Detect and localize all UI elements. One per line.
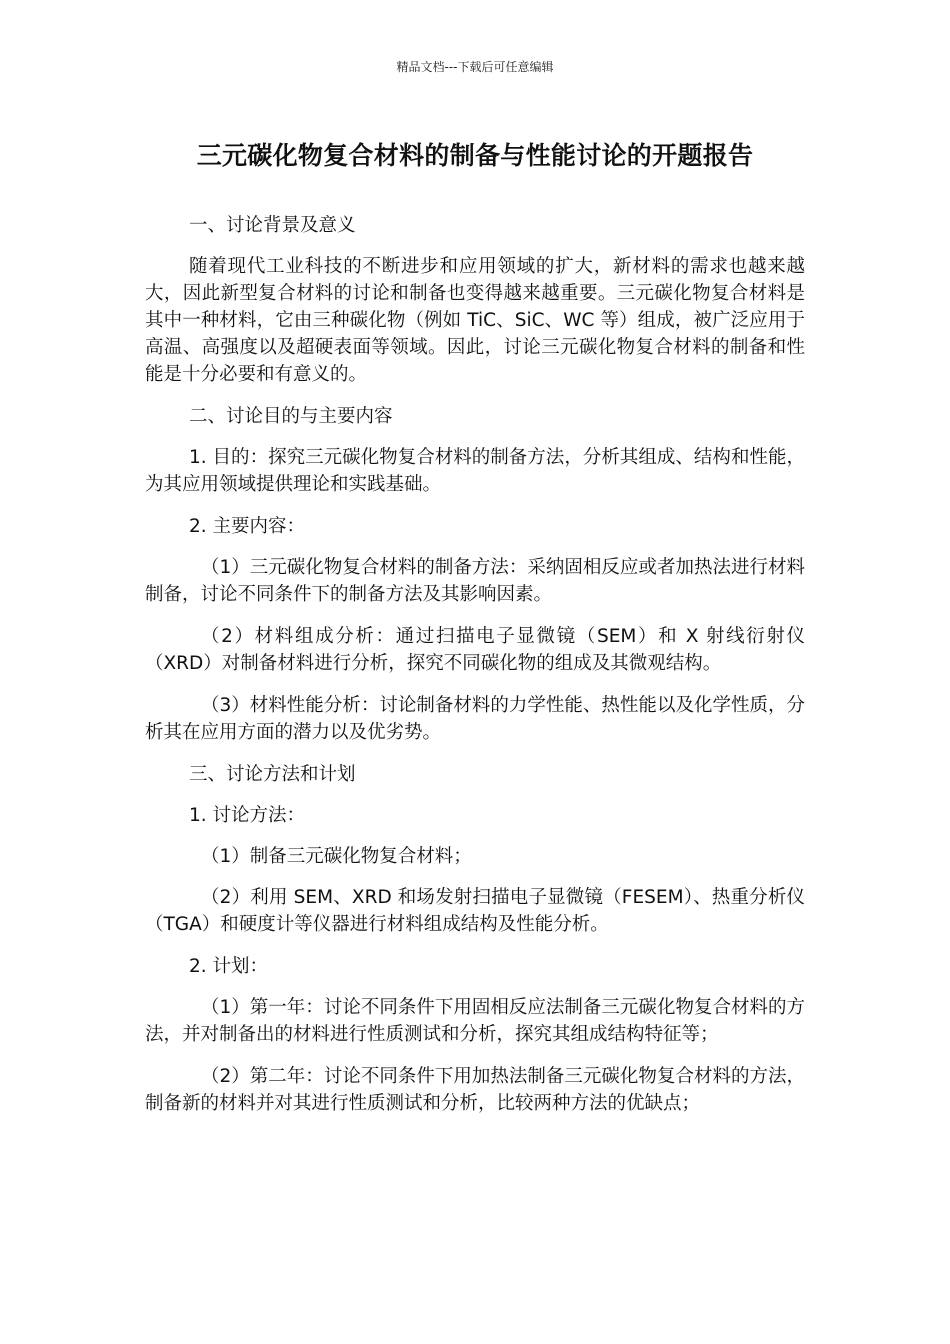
section-1-heading: 一、讨论背景及意义 bbox=[189, 215, 356, 236]
document-title: 三元碳化物复合材料的制备与性能讨论的开题报告 bbox=[196, 141, 754, 170]
section-2-heading: 二、讨论目的与主要内容 bbox=[189, 406, 393, 427]
section-3-heading: 三、讨论方法和计划 bbox=[189, 764, 356, 785]
section-2-item-2: 2. 主要内容： bbox=[189, 516, 306, 537]
section-3-item-2-1: （1）第一年：讨论不同条件下用固相反应法制备三元碳化物复合材料的方法，并对制备出的材料进行性质测试和分析，探究其组成结构特征等； bbox=[145, 997, 805, 1045]
section-3-item-2: 2. 计划： bbox=[189, 956, 269, 977]
section-3-item-1-2: （2）利用 SEM、XRD 和场发射扫描电子显微镜（FESEM）、热重分析仪（TGA）和硬度计等仪器进行材料组成结构及性能分析。 bbox=[145, 887, 805, 935]
document-body bbox=[145, 212, 805, 1132]
section-2-item-1: 1. 目的：探究三元碳化物复合材料的制备方法，分析其组成、结构和性能，为其应用领域提供理论和实践基础。 bbox=[145, 447, 805, 495]
section-3-item-1: 1. 讨论方法： bbox=[189, 805, 306, 826]
header-note: 精品文档---下载后可任意编辑 bbox=[396, 60, 554, 74]
section-2-item-2-3: （3）材料性能分析：讨论制备材料的力学性能、热性能以及化学性质，分析其在应用方面的潜力以及优劣势。 bbox=[145, 695, 805, 743]
section-3-item-1-1: （1）制备三元碳化物复合材料； bbox=[201, 846, 472, 867]
section-1-paragraph: 随着现代工业科技的不断进步和应用领域的扩大，新材料的需求也越来越大，因此新型复合材料的讨论和制备也变得越来越重要。三元碳化物复合材料是其中一种材料，它由三种碳化物（例如 TiC、SiC、WC 等）组成，被广泛应用于高温、高强度以及超硬表面等领域。因此，讨论三元碳化物复合材料的制备和性能是十分必要和有意义的。 bbox=[145, 256, 805, 385]
section-3-item-2-2: （2）第二年：讨论不同条件下用加热法制备三元碳化物复合材料的方法，制备新的材料并对其进行性质测试和分析，比较两种方法的优缺点； bbox=[145, 1066, 805, 1114]
section-2-item-2-1: （1）三元碳化物复合材料的制备方法：采纳固相反应或者加热法进行材料制备，讨论不同条件下的制备方法及其影响因素。 bbox=[145, 557, 805, 605]
section-2-item-2-2: （2）材料组成分析：通过扫描电子显微镜（SEM）和 X 射线衍射仪（XRD）对制备材料进行分析，探究不同碳化物的组成及其微观结构。 bbox=[145, 626, 805, 674]
